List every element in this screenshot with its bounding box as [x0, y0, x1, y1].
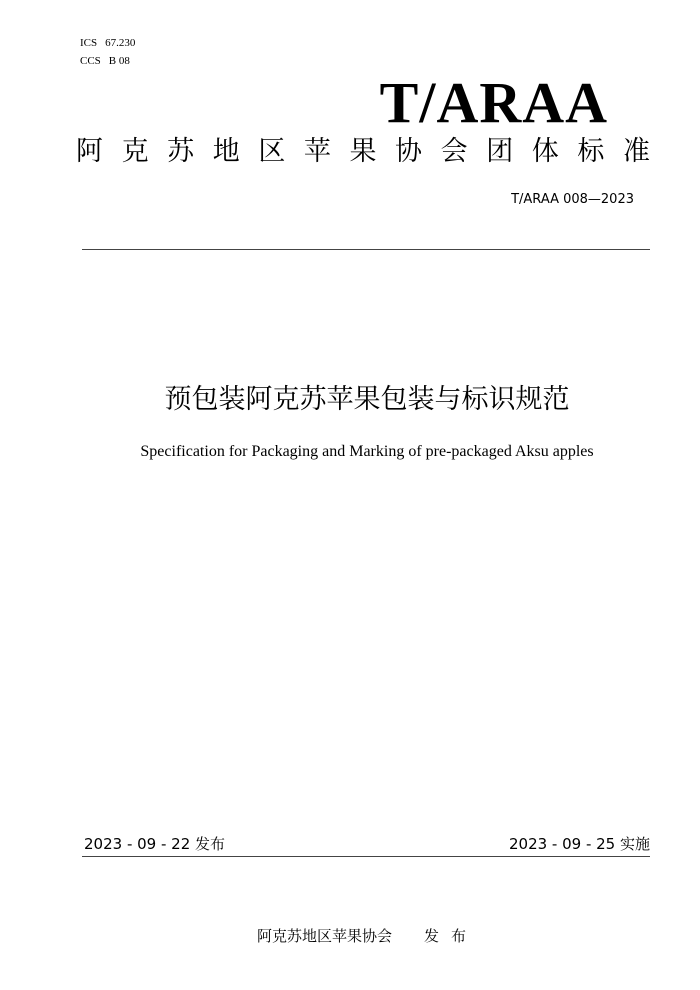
document-title-english: Specification for Packaging and Marking of pre-packaged Aksu apples	[140, 443, 594, 460]
ics-label: ICS	[80, 37, 98, 49]
standard-type-char: 会	[440, 136, 468, 167]
standard-type-char: 苹	[303, 136, 331, 167]
standard-type-char: 阿	[76, 136, 103, 167]
ccs-value: B 08	[108, 55, 130, 67]
standard-number: T/ARAA 008—2023	[511, 192, 634, 207]
top-divider	[82, 249, 650, 250]
publisher-name: 阿克苏地区苹果协会	[257, 927, 393, 945]
publisher-line	[0, 903, 700, 969]
standard-type-char: 体	[531, 136, 559, 167]
bottom-divider	[82, 856, 650, 857]
standard-code-logo: T/ARAA	[379, 70, 608, 135]
standard-type-char: 克	[121, 136, 149, 167]
standard-type-char: 果	[349, 136, 377, 167]
standard-type-char: 协	[395, 136, 423, 167]
ccs-label: CCS	[80, 55, 101, 67]
standard-type-char: 团	[486, 136, 514, 167]
standard-type-char: 准	[622, 136, 650, 167]
standard-type-char: 标	[577, 136, 605, 167]
ics-value: 67.230	[105, 37, 136, 49]
ics-line	[80, 34, 135, 52]
implementation-date: 2023 - 09 - 25 实施	[508, 835, 650, 853]
classification-codes	[80, 34, 135, 70]
ccs-line	[80, 52, 135, 70]
document-title-chinese: 预包装阿克苏苹果包装与标识规范	[164, 384, 570, 415]
standard-type-char: 区	[258, 136, 286, 167]
standard-type-char: 苏	[167, 136, 195, 167]
publisher-action: 发布	[424, 927, 479, 945]
standard-type-char: 地	[212, 136, 240, 167]
standard-type-heading	[76, 134, 650, 170]
release-date: 2023 - 09 - 22 发布	[84, 835, 226, 853]
